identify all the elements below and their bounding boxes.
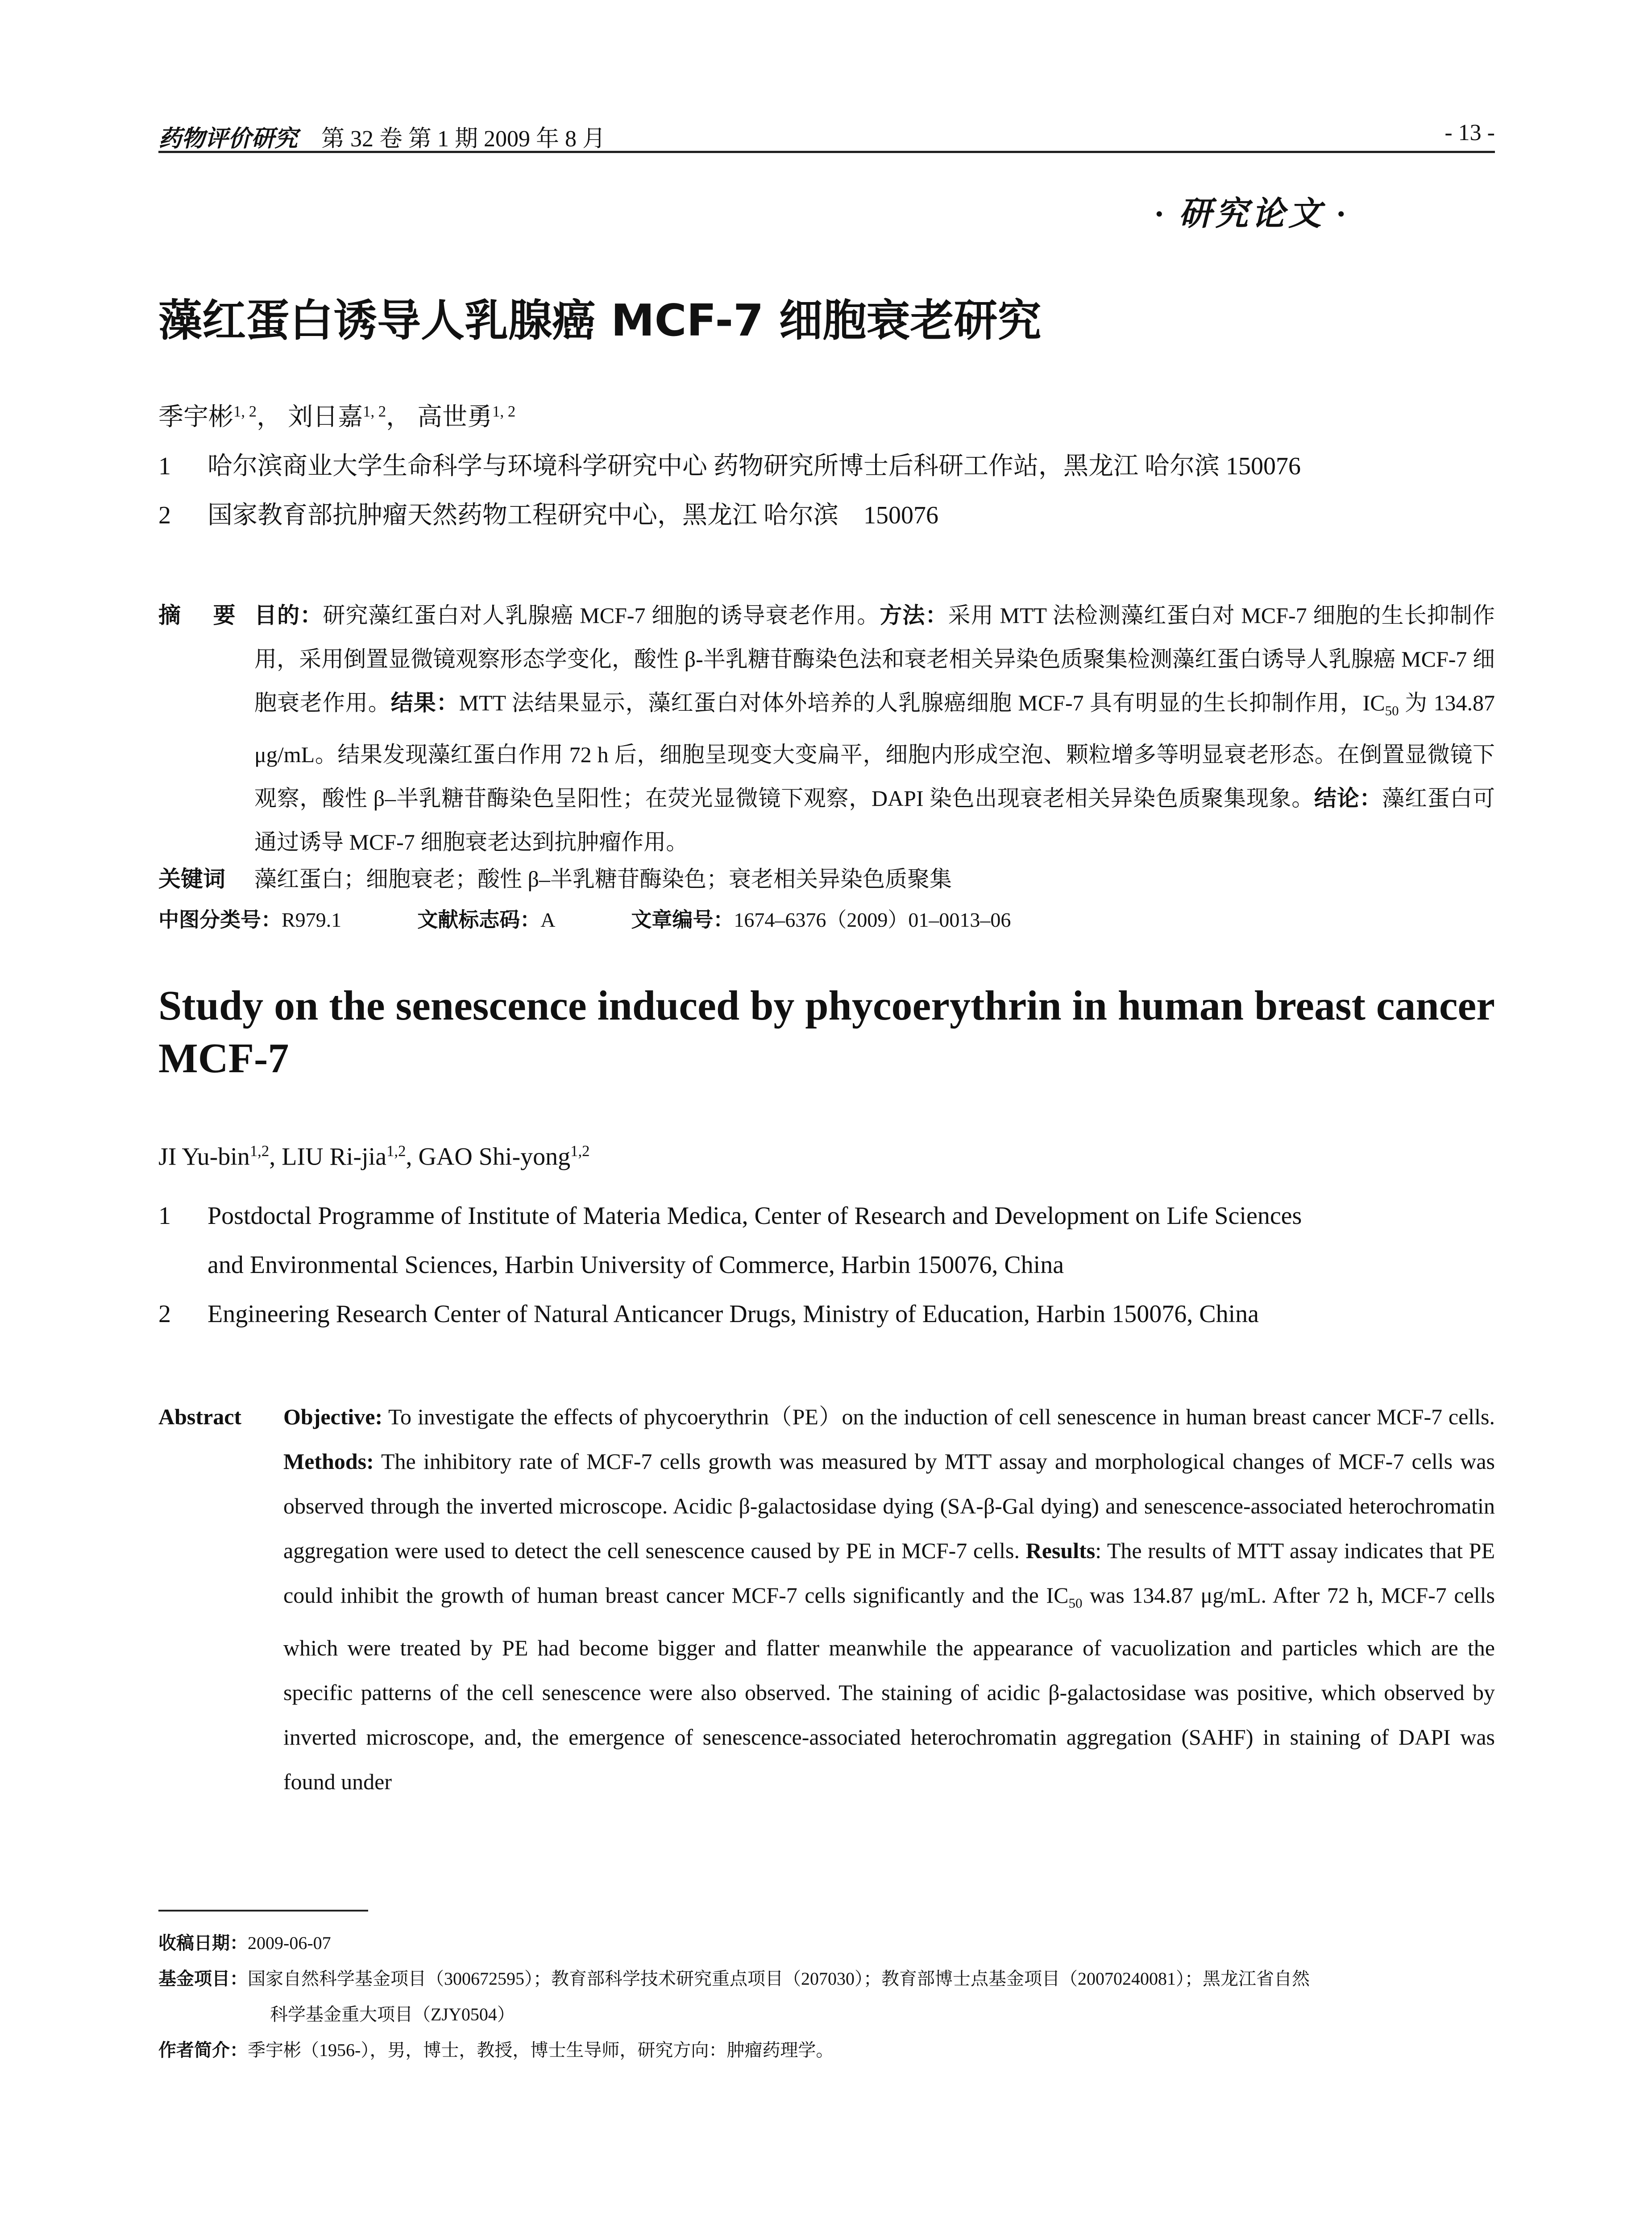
doc-code-label: 文献标志码： (417, 908, 541, 931)
results-text: : The results of MTT assay indicates that PE could inhibit the growth of human breast cancer MCF-7 cells significantly and the IC (283, 1538, 1495, 1608)
received-label: 收稿日期： (158, 1933, 248, 1953)
clc-value: R979.1 (282, 908, 342, 931)
footnote-received (158, 1925, 331, 1961)
author-affiliation-mark: 1,2 (249, 1142, 270, 1160)
article-id-label: 文章编号： (631, 908, 734, 931)
methods-text: 采用 MTT 法检测藻红蛋白对 MCF-7 细胞的生长抑制作用，采用倒置显微镜观察形态学变化，酸性 β-半乳糖苷酶染色法和衰老相关异染色质聚集检测藻红蛋白诱导人乳腺癌 MCF-7 细胞衰老作用。 (254, 603, 1495, 715)
affiliation-english (158, 1290, 1259, 1339)
author-affiliation-mark: 1, 2 (233, 402, 257, 420)
issue-info: 第 32 卷 第 1 期 2009 年 8 月 (321, 126, 606, 152)
author-affiliation-mark: 1, 2 (492, 402, 516, 420)
authors-english: JI Yu-bin$^{1,2}$, LIU Ri-jia$^{1,2}$, GAO Shi-yong$^{1,2}$ (158, 1142, 590, 1171)
doc-code-value: A (540, 908, 556, 931)
affiliation-text-cont: and Environmental Sciences, Harbin University of Commerce, Harbin 150076, China (208, 1251, 1064, 1279)
ic50-subscript: 50 (1068, 1595, 1083, 1611)
section-tag: · 研究论文 · (1155, 196, 1349, 232)
affiliation-text: Engineering Research Center of Natural Anticancer Drugs, Ministry of Education, Harbin 150076, China (208, 1300, 1259, 1328)
author-name: JI Yu-bin (158, 1143, 250, 1171)
methods-label: 方法： (880, 603, 948, 628)
results-text-cont: was 134.87 μg/mL. After 72 h, MCF-7 cells which were treated by PE had become bigger and flatter meanwhile the appearance of vacuolization and particles which are the specific patterns of the cell senescence were also observed. The staining of acidic β-galactosidase was positive, which observed by inverted microscope, and, the emergence of senescence-associated heterochromatin aggregation (SAHF) in staining of DAPI was found under (283, 1583, 1495, 1794)
affiliation-number: 1 (158, 1202, 171, 1230)
title-chinese: 藻红蛋白诱导人乳腺癌 MCF-7 细胞衰老研究 (158, 295, 1042, 346)
fund-label: 基金项目： (158, 1969, 248, 1989)
methods-text: The inhibitory rate of MCF-7 cells growth was measured by MTT assay and morphological changes of MCF-7 cells was observed through the inverted microscope. Acidic β-galactosidase dying (SA-β-Gal dying) and senescence-associated heterochromatin aggregation were used to detect the cell senescence caused by PE in MCF-7 cells. (283, 1449, 1495, 1563)
author-affiliation-mark: 1,2 (386, 1142, 406, 1160)
author-bio-text: 季宇彬（1956-），男，博士，教授，博士生导师，研究方向：肿瘤药理学。 (248, 2040, 834, 2060)
affiliation-text: 哈尔滨商业大学生命科学与环境科学研究中心 药物研究所博士后科研工作站，黑龙江 哈尔滨 150076 (208, 452, 1301, 480)
abstract-label: Abstract (158, 1404, 242, 1429)
fund-text: 国家自然科学基金项目（300672595）；教育部科学技术研究重点项目（207030）；教育部博士点基金项目（20070240081）；黑龙江省自然 (248, 1969, 1310, 1989)
clc-label: 中图分类号： (158, 908, 282, 931)
results-label: Results (1025, 1538, 1096, 1563)
conclusion-text: 藻红蛋白可通过诱导 MCF-7 细胞衰老达到抗肿瘤作用。 (254, 786, 1495, 854)
fund-text-cont: 科学基金重大项目（ZJY0504） (270, 2004, 515, 2024)
running-header (158, 120, 1495, 153)
author-name: GAO Shi-yong (418, 1143, 571, 1171)
classification-row (158, 904, 1011, 933)
title-english: Study on the senescence induced by phycoerythrin in human breast cancer MCF-7 (158, 983, 1495, 1082)
authors-chinese: 季宇彬$^{1, 2}$， 刘日嘉$^{1, 2}$， 高世勇$^{1, 2}$ (158, 402, 516, 431)
author-affiliation-mark: 1,2 (570, 1142, 590, 1160)
methods-label: Methods: (283, 1449, 374, 1474)
article-id-value: 1674–6376（2009）01–0013–06 (734, 908, 1011, 931)
keywords-chinese (158, 861, 952, 893)
objective-label: Objective: (283, 1404, 383, 1429)
objective-text: 研究藻红蛋白对人乳腺癌 MCF-7 细胞的诱导衰老作用。 (323, 603, 880, 628)
affiliation-number: 2 (158, 1300, 171, 1328)
journal-name: 药物评价研究 (158, 126, 298, 152)
received-date: 2009-06-07 (248, 1933, 331, 1953)
affiliation-number: 1 (158, 452, 171, 480)
affiliation-text: Postdoctal Programme of Institute of Materia Medica, Center of Research and Development on Life Sciences (208, 1202, 1302, 1230)
ic50-subscript: 50 (1385, 703, 1399, 718)
results-label: 结果： (390, 690, 459, 715)
conclusion-label: 结论： (1314, 786, 1382, 811)
footnote-divider (158, 1910, 368, 1912)
abstract-chinese (158, 593, 1495, 864)
page-number: - 13 - (1444, 120, 1495, 145)
footnote-fund (158, 1961, 1495, 2032)
author-affiliation-mark: 1, 2 (363, 402, 386, 420)
keywords-label: 关键词 (158, 867, 225, 892)
abstract-body (254, 593, 1495, 864)
affiliation-chinese (158, 495, 938, 531)
abstract-body (283, 1394, 1495, 1804)
author-name: 高世勇 (417, 403, 493, 431)
objective-label: 目的： (254, 603, 323, 628)
affiliation-english (158, 1191, 1302, 1290)
footnote-author-bio (158, 2032, 834, 2068)
abstract-label: 摘 要 (158, 603, 249, 628)
author-name: 季宇彬 (158, 403, 233, 431)
keywords-text: 藻红蛋白；细胞衰老；酸性 β–半乳糖苷酶染色；衰老相关异染色质聚集 (254, 867, 952, 892)
affiliation-text: 国家教育部抗肿瘤天然药物工程研究中心，黑龙江 哈尔滨 150076 (208, 502, 938, 529)
objective-text: To investigate the effects of phycoerythrin（PE）on the induction of cell senescence in human breast cancer MCF-7 cells. (382, 1404, 1495, 1429)
abstract-english (158, 1394, 1495, 1804)
results-text-cont: 为 134.87 μg/mL。结果发现藻红蛋白作用 72 h 后，细胞呈现变大变扁平，细胞内形成空泡、颗粒增多等明显衰老形态。在倒置显微镜下观察，酸性 β–半乳糖苷酶染色呈阳性；在荧光显微镜下观察，DAPI 染色出现衰老相关异染色质聚集现象。 (254, 690, 1495, 811)
author-bio-label: 作者简介： (158, 2040, 248, 2060)
author-name: LIU Ri-jia (282, 1143, 387, 1171)
results-text: MTT 法结果显示，藻红蛋白对体外培养的人乳腺癌细胞 MCF-7 具有明显的生长抑制作用，IC (459, 690, 1385, 715)
affiliation-number: 2 (158, 502, 171, 529)
affiliation-chinese (158, 446, 1301, 482)
author-name: 刘日嘉 (288, 403, 363, 431)
